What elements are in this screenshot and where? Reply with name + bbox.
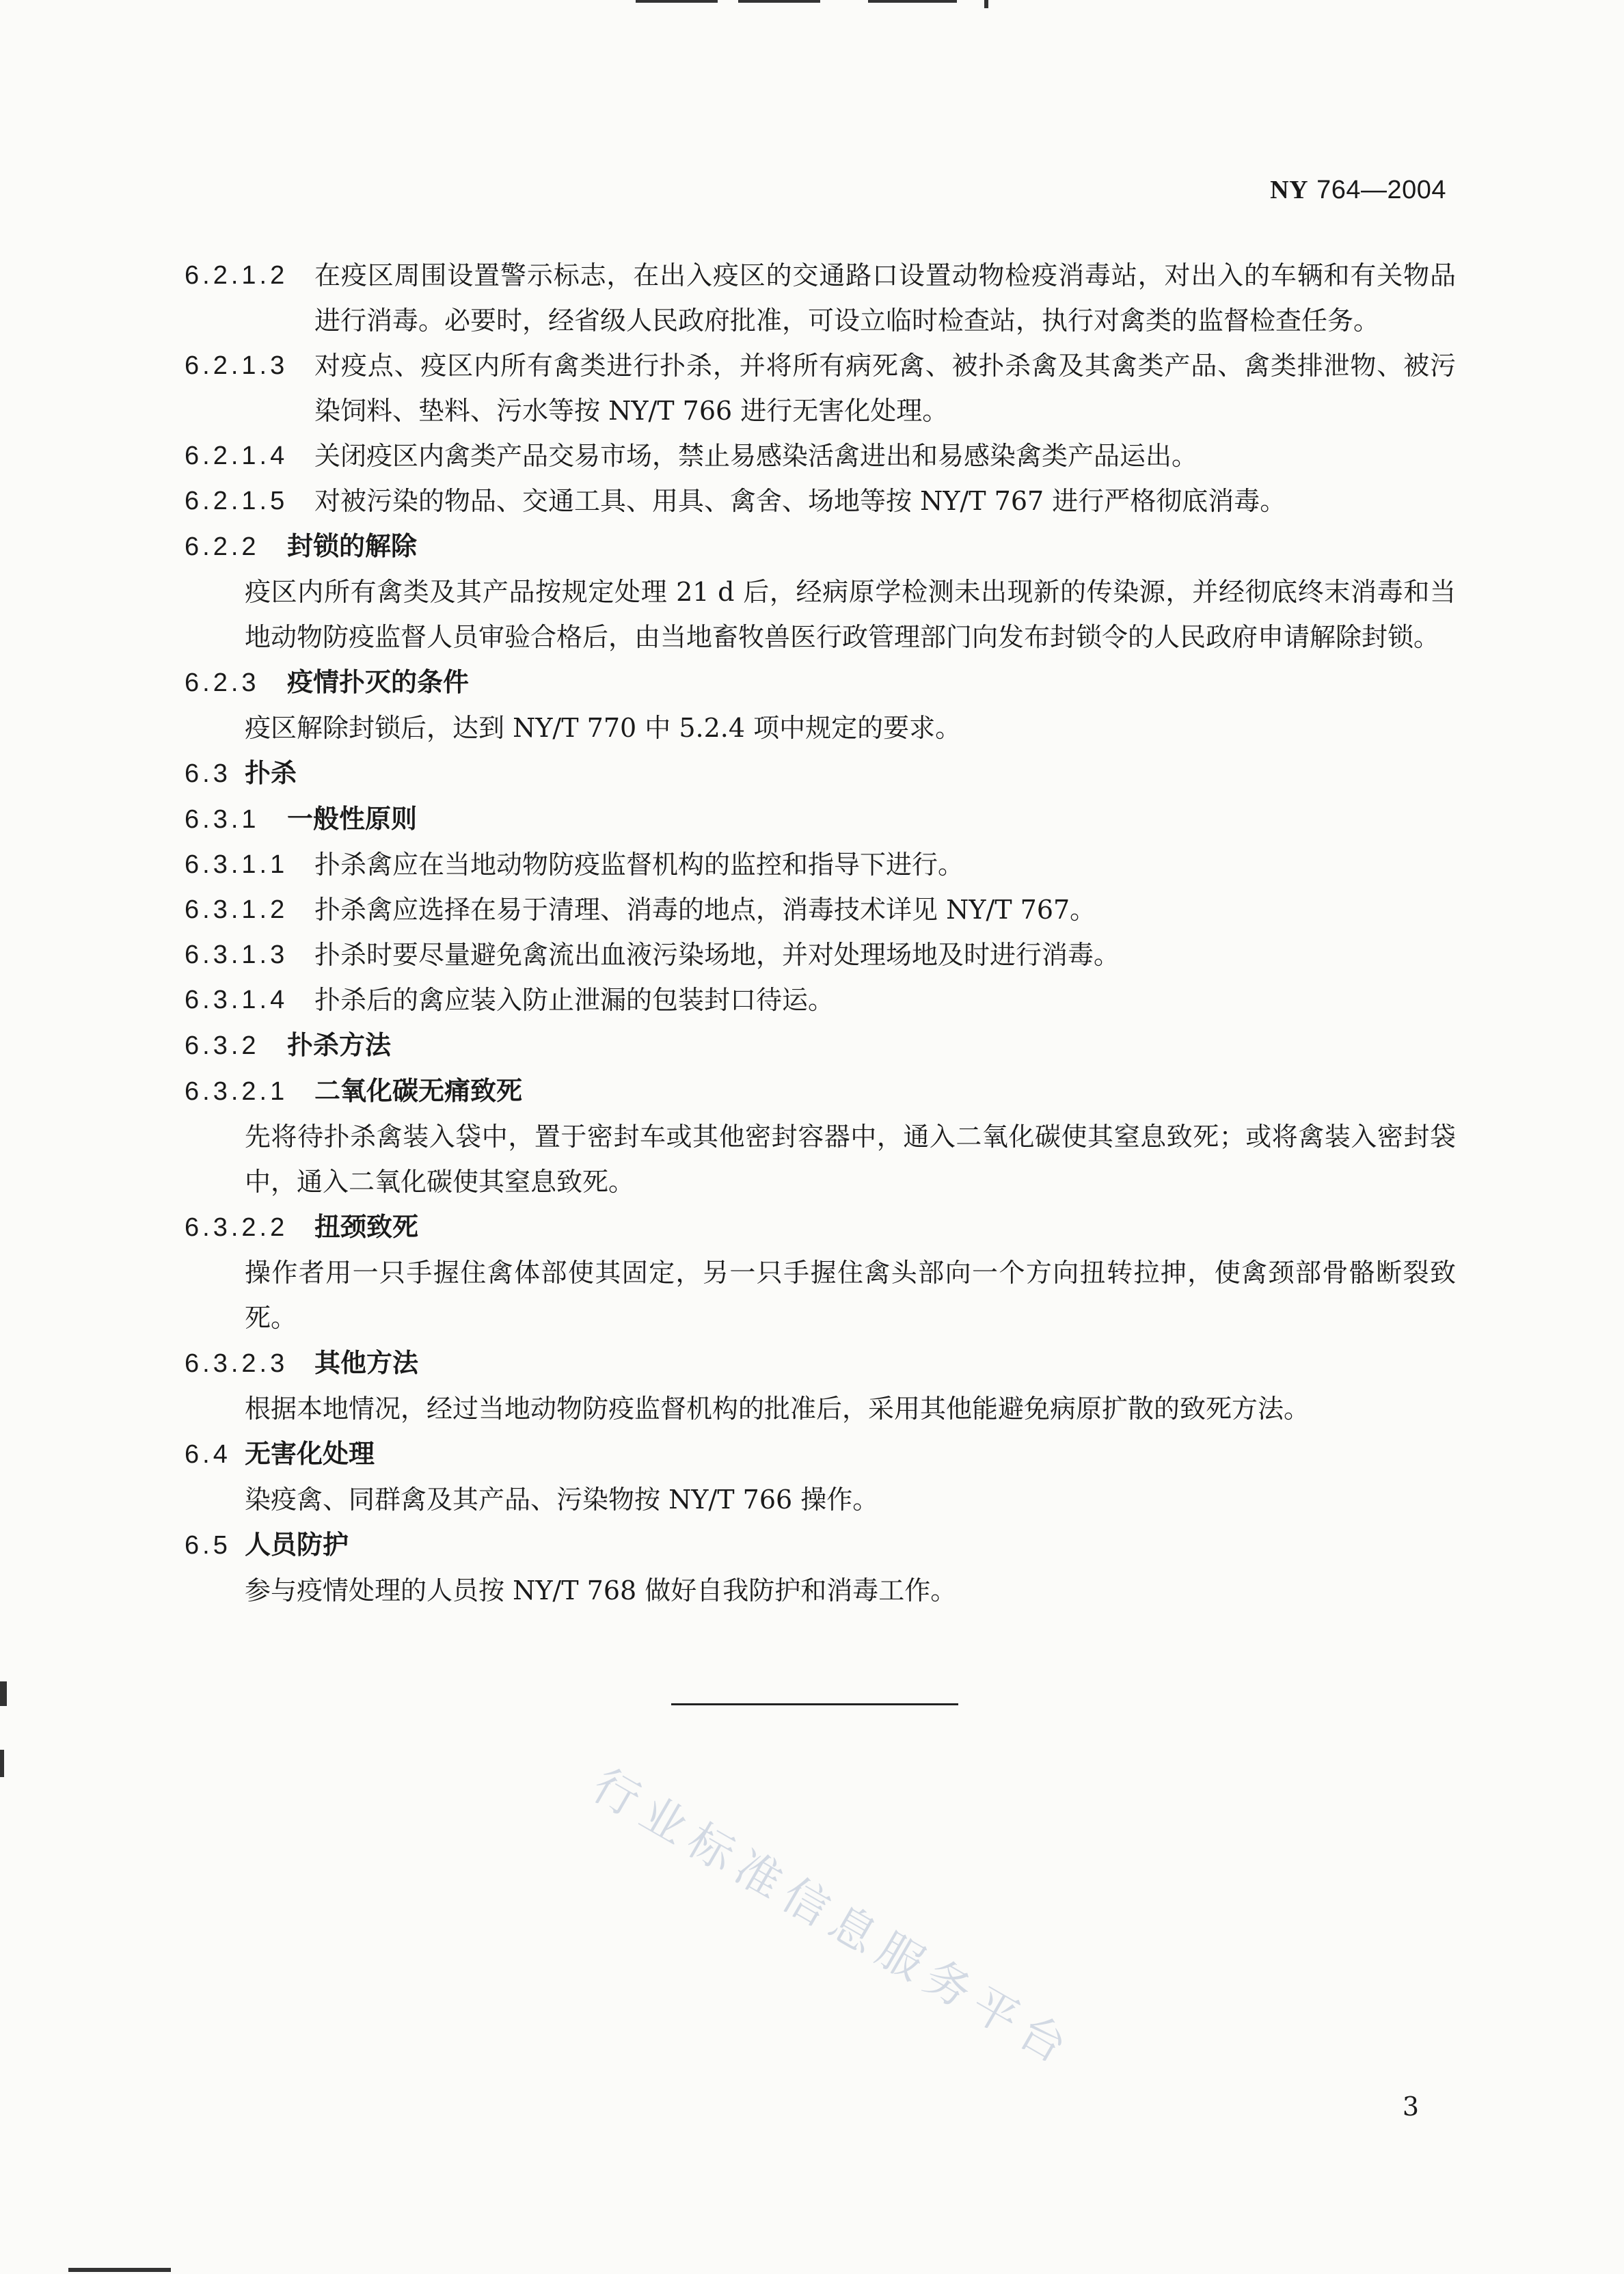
heading-6-2-2	[185, 524, 1456, 569]
heading-title: 疫情扑灭的条件	[287, 667, 470, 697]
clause-number: 6.2.1.5	[185, 487, 288, 515]
paragraph-6-2-3: 疫区解除封锁后，达到 NY/T 770 中 5.2.4 项中规定的要求。	[245, 713, 962, 743]
heading-6-3	[185, 750, 1456, 796]
watermark: 行业标准信息服务平台	[584, 1758, 1084, 2078]
clause-6-2-1-5	[185, 478, 1456, 524]
heading-6-5	[185, 1522, 1456, 1568]
heading-6-3-2	[185, 1023, 1456, 1068]
heading-6-3-1	[185, 796, 1456, 842]
standard-number	[1270, 175, 1446, 205]
heading-number: 6.3.2.1	[185, 1077, 288, 1106]
paragraph-6-3-2-1: 先将待扑杀禽装入袋中，置于密封车或其他密封容器中，通入二氧化碳使其窒息致死；或将禽装入密封袋中，通入二氧化碳使其窒息致死。	[245, 1122, 1456, 1197]
heading-number: 6.5	[185, 1531, 231, 1560]
clause-6-2-1-2	[185, 253, 1456, 343]
heading-6-4	[185, 1431, 1456, 1477]
clause-6-3-1-1	[185, 842, 1456, 887]
clause-text: 对疫点、疫区内所有禽类进行扑杀，并将所有病死禽、被扑杀禽及其禽类产品、禽类排泄物、被污染饲料、垫料、污水等按 NY/T 766 进行无害化处理。	[314, 351, 1456, 426]
clause-6-3-1-2	[185, 887, 1456, 932]
heading-number: 6.3	[185, 759, 231, 788]
heading-6-3-2-2	[185, 1204, 1456, 1250]
heading-title: 二氧化碳无痛致死	[314, 1076, 523, 1106]
clause-number: 6.3.1.1	[185, 850, 288, 879]
clause-text: 扑杀后的禽应装入防止泄漏的包装封口待运。	[314, 985, 835, 1015]
clause-text: 对被污染的物品、交通工具、用具、禽舍、场地等按 NY/T 767 进行严格彻底消毒。	[314, 486, 1286, 516]
scan-artifact	[0, 1750, 4, 1777]
clause-number: 6.2.1.4	[185, 442, 288, 470]
scan-artifact	[68, 2268, 171, 2272]
scan-artifact	[636, 0, 718, 3]
heading-number: 6.2.3	[185, 668, 260, 697]
clause-text: 扑杀禽应选择在易于清理、消毒的地点，消毒技术详见 NY/T 767。	[314, 895, 1096, 925]
heading-number: 6.3.1	[185, 805, 260, 834]
clause-number: 6.3.1.3	[185, 940, 288, 969]
heading-number: 6.3.2.3	[185, 1349, 288, 1378]
scan-artifact	[738, 0, 820, 3]
clause-number: 6.3.1.4	[185, 986, 288, 1014]
heading-title: 人员防护	[245, 1530, 349, 1560]
end-rule	[671, 1703, 958, 1705]
scan-artifact	[984, 0, 988, 8]
heading-title: 其他方法	[314, 1348, 419, 1378]
paragraph-6-4: 染疫禽、同群禽及其产品、污染物按 NY/T 766 操作。	[245, 1485, 879, 1515]
paragraph-6-2-2: 疫区内所有禽类及其产品按规定处理 21 d 后，经病原学检测未出现新的传染源，并经彻底终末消毒和当地动物防疫监督人员审验合格后，由当地畜牧兽医行政管理部门向发布封锁令的人民政府申请解除封锁。	[245, 577, 1456, 652]
heading-number: 6.3.2	[185, 1031, 260, 1060]
paragraph-6-3-2-2: 操作者用一只手握住禽体部使其固定，另一只手握住禽头部向一个方向扭转拉抻，使禽颈部骨骼断裂致死。	[245, 1258, 1456, 1333]
heading-number: 6.3.2.2	[185, 1213, 288, 1242]
heading-number: 6.4	[185, 1440, 231, 1469]
clause-number: 6.3.1.2	[185, 895, 288, 924]
clause-text: 扑杀禽应在当地动物防疫监督机构的监控和指导下进行。	[314, 850, 964, 880]
clause-number: 6.2.1.2	[185, 261, 288, 290]
clause-6-2-1-4	[185, 433, 1456, 478]
heading-title: 扑杀方法	[287, 1030, 392, 1060]
heading-6-3-2-3	[185, 1340, 1456, 1386]
paragraph-6-3-2-3: 根据本地情况，经过当地动物防疫监督机构的批准后，采用其他能避免病原扩散的致死方法。	[245, 1394, 1310, 1424]
heading-title: 无害化处理	[245, 1439, 375, 1469]
heading-number: 6.2.2	[185, 532, 260, 561]
heading-title: 一般性原则	[287, 804, 418, 834]
clause-6-2-1-3	[185, 343, 1456, 433]
clause-6-3-1-4	[185, 977, 1456, 1023]
scan-artifact	[0, 1681, 7, 1706]
standard-code: 764—2004	[1316, 176, 1446, 204]
clause-text: 在疫区周围设置警示标志，在出入疫区的交通路口设置动物检疫消毒站，对出入的车辆和有关物品进行消毒。必要时，经省级人民政府批准，可设立临时检查站，执行对禽类的监督检查任务。	[314, 260, 1456, 336]
clause-text: 关闭疫区内禽类产品交易市场，禁止易感染活禽进出和易感染禽类产品运出。	[314, 441, 1198, 471]
standard-prefix: NY	[1270, 176, 1309, 204]
heading-title: 封锁的解除	[287, 531, 418, 561]
heading-6-3-2-1	[185, 1068, 1456, 1114]
heading-6-2-3	[185, 660, 1456, 705]
paragraph-6-5: 参与疫情处理的人员按 NY/T 768 做好自我防护和消毒工作。	[245, 1575, 957, 1606]
clause-number: 6.2.1.3	[185, 351, 288, 380]
scan-artifact	[868, 0, 957, 3]
heading-title: 扑杀	[245, 758, 297, 788]
document-body	[185, 253, 1456, 1613]
clause-text: 扑杀时要尽量避免禽流出血液污染场地，并对处理场地及时进行消毒。	[314, 940, 1120, 970]
clause-6-3-1-3	[185, 932, 1456, 977]
heading-title: 扭颈致死	[314, 1212, 419, 1242]
page-number: 3	[1402, 2092, 1419, 2122]
